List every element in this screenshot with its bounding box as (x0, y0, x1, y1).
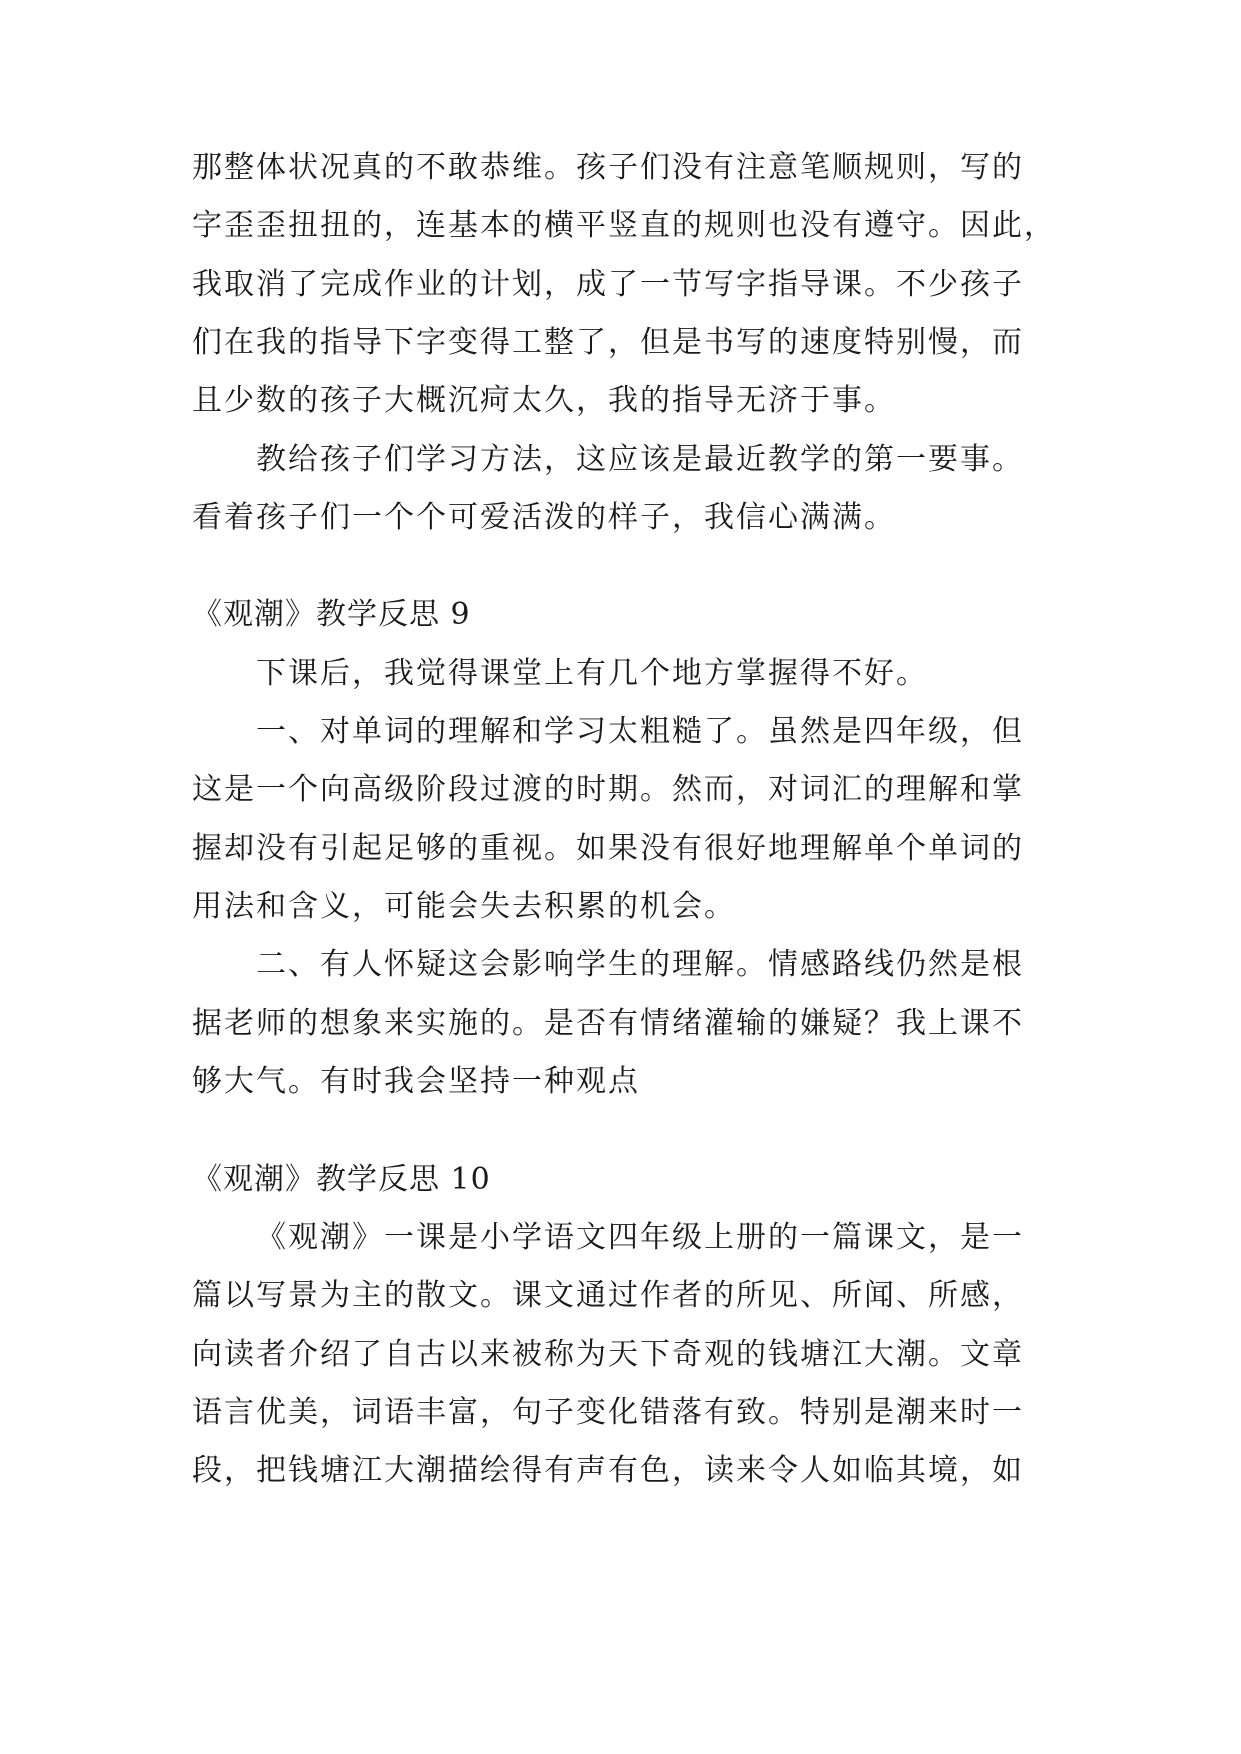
section-heading: 《观潮》教学反思 9 (192, 597, 471, 632)
paragraph-line: 据老师的想象来实施的。是否有情绪灌输的嫌疑？我上课不 (192, 1006, 1024, 1041)
paragraph-line: 教给孩子们学习方法，这应该是最近教学的第一要事。 (256, 442, 1024, 477)
paragraph-line: 且少数的孩子大概沉疴太久，我的指导无济于事。 (192, 383, 896, 418)
paragraph-line: 语言优美，词语丰富，句子变化错落有致。特别是潮来时一 (192, 1395, 1024, 1430)
paragraph-line: 《观潮》一课是小学语文四年级上册的一篇课文，是一 (256, 1220, 1024, 1255)
paragraph-line: 段，把钱塘江大潮描绘得有声有色，读来令人如临其境，如 (192, 1453, 1024, 1488)
paragraph-line: 用法和含义，可能会失去积累的机会。 (192, 889, 736, 924)
paragraph-line: 一、对单词的理解和学习太粗糙了。虽然是四年级，但 (256, 714, 1024, 749)
paragraph-line: 我取消了完成作业的计划，成了一节写字指导课。不少孩子 (192, 267, 1024, 302)
paragraph-line: 字歪歪扭扭的，连基本的横平竖直的规则也没有遵守。因此， (192, 208, 1056, 243)
paragraph-line: 看着孩子们一个个可爱活泼的样子，我信心满满。 (192, 500, 896, 535)
paragraph-line: 握却没有引起足够的重视。如果没有很好地理解单个单词的 (192, 831, 1024, 866)
paragraph-line: 篇以写景为主的散文。课文通过作者的所见、所闻、所感， (192, 1278, 1024, 1313)
paragraph-line: 够大气。有时我会坚持一种观点 (192, 1064, 640, 1099)
paragraph-line: 向读者介绍了自古以来被称为天下奇观的钱塘江大潮。文章 (192, 1337, 1024, 1372)
paragraph-line: 那整体状况真的不敢恭维。孩子们没有注意笔顺规则，写的 (192, 150, 1024, 185)
paragraph-line: 下课后，我觉得课堂上有几个地方掌握得不好。 (256, 656, 928, 691)
section-heading: 《观潮》教学反思 10 (192, 1162, 491, 1197)
paragraph-line: 二、有人怀疑这会影响学生的理解。情感路线仍然是根 (256, 947, 1024, 982)
paragraph-line: 们在我的指导下字变得工整了，但是书写的速度特别慢，而 (192, 325, 1024, 360)
paragraph-line: 这是一个向高级阶段过渡的时期。然而，对词汇的理解和掌 (192, 772, 1024, 807)
